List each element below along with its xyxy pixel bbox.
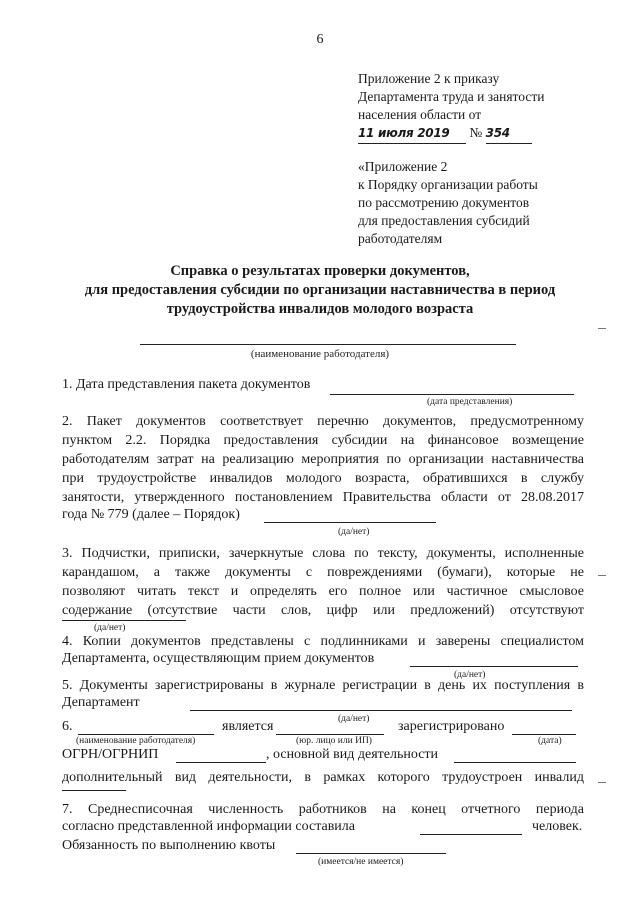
item-7-line-2a: согласно представленной информации составила: [62, 819, 355, 834]
ogrn-field[interactable]: [176, 762, 266, 763]
employer-name-caption: (наименование работодателя): [250, 348, 390, 360]
order-date-number: [358, 124, 532, 144]
document-title-line-1: Справка о результатах проверки документов,: [170, 263, 470, 279]
item-4-caption: (да/нет): [454, 670, 486, 680]
item-3-caption: (да/нет): [94, 623, 126, 633]
employer-name-field[interactable]: [140, 344, 516, 345]
attachment-procedure-line-4: для предоставления субсидий: [358, 213, 530, 228]
ogrn-label: ОГРН/ОГРНИП: [62, 747, 159, 762]
submission-date-field[interactable]: [330, 394, 574, 395]
attachment-procedure-line-3: по рассмотрению документов: [358, 195, 530, 210]
item-2-line-5: занятости, утвержденного постановлением Правительства области от 28.08.2017: [62, 490, 584, 505]
main-activity-label: , основной вид деятельности: [266, 747, 439, 762]
extra-activity-line: дополнительный вид деятельности, в рамках которого трудоустроен инвалид: [62, 770, 584, 785]
scan-mark: [598, 782, 606, 783]
quota-field[interactable]: [296, 853, 446, 854]
item-5-caption: (да/нет): [338, 714, 370, 724]
item-2-line-3: работодателям затрат на реализацию мероприятия по организации наставничества: [62, 452, 584, 467]
item-4-answer-field[interactable]: [410, 666, 578, 667]
item-6-employer-field[interactable]: [78, 734, 214, 735]
attachment-order-line-3: населения области от: [358, 107, 482, 122]
submission-date-caption: (дата представления): [427, 397, 513, 407]
extra-activity-field[interactable]: [62, 790, 126, 791]
item-2-answer-field[interactable]: [264, 522, 436, 523]
order-date-handwritten: 11 июля 2019: [358, 125, 466, 144]
item-6-registered-label: зарегистрировано: [398, 719, 505, 734]
item-5-line-2: Департамент: [62, 695, 140, 710]
attachment-procedure-line-1: «Приложение 2: [358, 159, 448, 174]
order-number-handwritten: 354: [486, 125, 532, 144]
item-7-line-1: 7. Среднесписочная численность работников на конец отчетного периода: [62, 802, 584, 817]
item-3-line-4: содержание (отсутствие части слов, цифр или предложений) отсутствуют: [62, 603, 584, 618]
scan-mark: [598, 575, 606, 576]
item-6-type-field[interactable]: [276, 734, 384, 735]
attachment-order-line-2: Департамента труда и занятости: [358, 89, 545, 104]
attachment-order-line-1: Приложение 2 к приказу: [358, 71, 500, 86]
attachment-procedure-line-2: к Порядку организации работы: [358, 177, 538, 192]
item-7-line-3: Обязанность по выполнению квоты: [62, 838, 276, 853]
attachment-procedure-line-5: работодателям: [358, 231, 443, 246]
item-1-text: 1. Дата представления пакета документов: [62, 377, 311, 392]
order-number-label: №: [469, 125, 483, 140]
item-6-employer-caption: (наименование работодателя): [76, 736, 196, 746]
item-3-line-1: 3. Подчистки, приписки, зачеркнутые слова по тексту, документы, исполненные: [62, 546, 584, 561]
document-title-line-2: для предоставления субсидии по организации наставничества в период: [84, 282, 556, 298]
item-6-type-caption: (юр. лицо или ИП): [296, 736, 372, 746]
item-2-caption: (да/нет): [338, 527, 370, 537]
item-5-answer-field[interactable]: [190, 710, 572, 711]
item-6-date-caption: (дата): [538, 736, 562, 746]
item-7-line-2b: человек.: [532, 819, 583, 834]
item-2-line-2: пунктом 2.2. Порядка предоставления субсидии на финансовое возмещение: [62, 433, 584, 448]
quota-caption: (имеется/не имеется): [318, 857, 404, 867]
item-4-line-1: 4. Копии документов представлены с подлинниками и заверены специалистом: [62, 634, 584, 649]
item-6-date-field[interactable]: [512, 734, 576, 735]
scan-mark: [598, 328, 606, 329]
item-2-line-6: года № 779 (далее – Порядок): [62, 507, 240, 522]
item-3-answer-field[interactable]: [62, 620, 186, 621]
item-4-line-2: Департамента, осуществляющим прием документов: [62, 651, 375, 666]
item-5-line-1: 5. Документы зарегистрированы в журнале регистрации в день их поступления в: [62, 678, 584, 693]
main-activity-field[interactable]: [454, 762, 576, 763]
item-6-is-label: является: [222, 719, 274, 734]
document-title-line-3: трудоустройства инвалидов молодого возраста: [166, 301, 474, 317]
item-2-line-1: 2. Пакет документов соответствует перечню документов, предусмотренному: [62, 414, 584, 429]
item-3-line-2: карандашом, а также документы с повреждениями (бумаги), которые не: [62, 565, 584, 580]
employee-count-field[interactable]: [420, 834, 522, 835]
item-2-line-4: при трудоустройстве инвалидов молодого возраста, обратившихся в службу: [62, 471, 584, 486]
page-number: 6: [316, 32, 324, 47]
item-3-line-3: позволяют читать текст и определять его полное или частичное смысловое: [62, 584, 584, 599]
item-6-number: 6.: [62, 719, 73, 734]
